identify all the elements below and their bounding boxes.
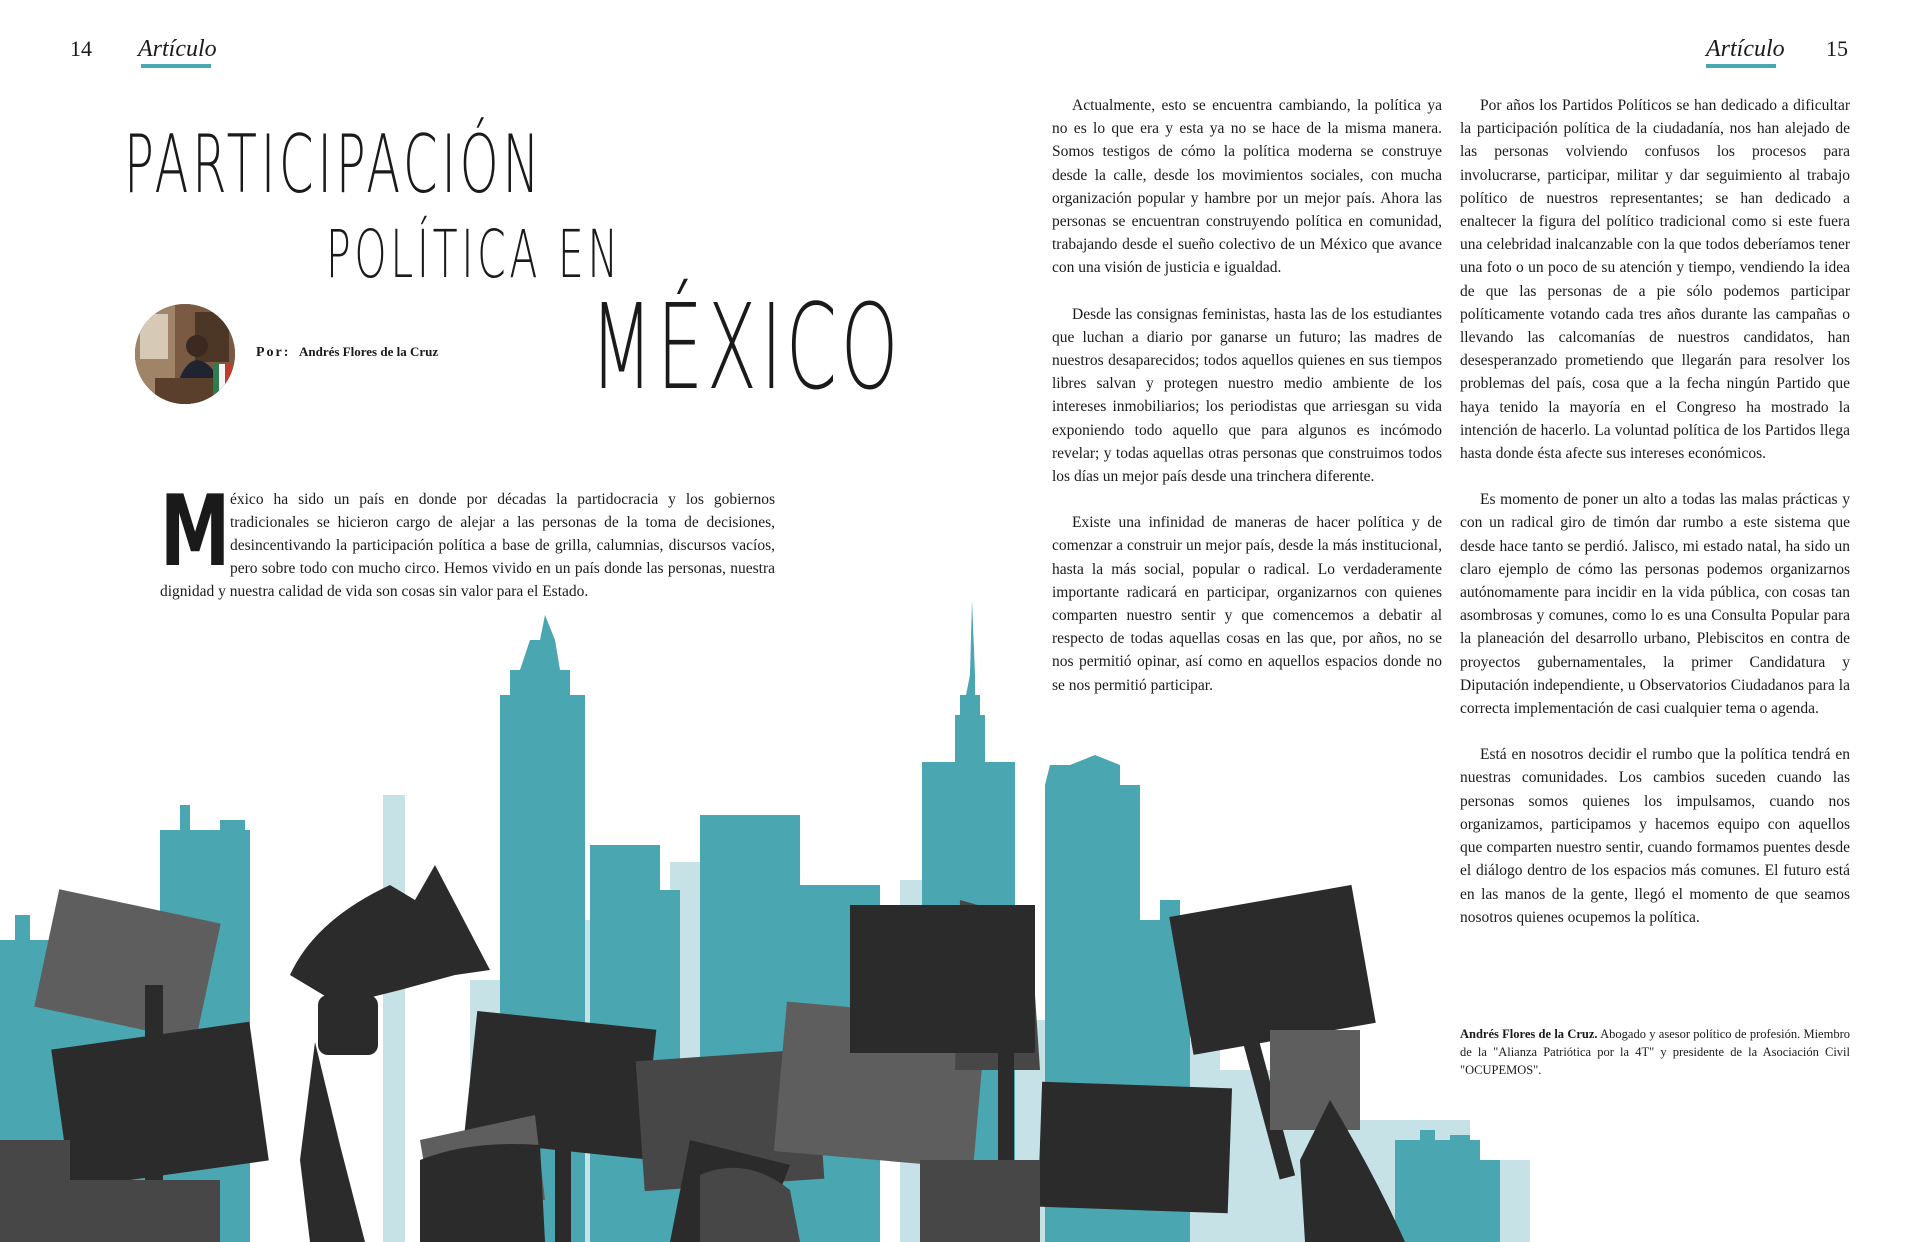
byline <box>256 344 438 361</box>
right-section-label: Artículo <box>1706 36 1785 62</box>
title-line-3: MÉXICO <box>590 278 903 416</box>
title-line-1: PARTICIPACIÓN <box>124 118 544 211</box>
intro-paragraph <box>160 475 775 603</box>
column1-paragraph-2: Desde las consignas feministas, hasta las de los estudiantes que luchan a diario por ganarse un futuro; las madres de nuestros desaparecidos; todos aquellos quienes en sus tiempos libres salvan y protegen nuestro medio ambiente de los intereses inmobiliarios; los periodistas que arriesgan su vida exponiendo todo aquello que para algunos es incómodo revelar; y todas aquellas otras personas que construimos todos los días un mejor país desde una trinchera diferente. <box>1052 305 1442 486</box>
byline-prefix: Por: <box>256 345 291 360</box>
intro-text: éxico ha sido un país en donde por décadas la partidocracia y los gobiernos tradicionales se hicieron cargo de alejar a las personas de la toma de decisiones, desincentivando la participación política a base de grilla, calumnias, discursos vacíos, pero sobre todo con mucho circo. Hemos vivido en un país donde las personas, nuestra dignidad y nuestra calidad de vida son cosas sin valor para el Estado. <box>160 491 775 600</box>
drop-cap: M <box>160 475 231 589</box>
byline-author: Andrés Flores de la Cruz <box>298 344 439 359</box>
left-section-rule <box>141 64 211 68</box>
bio-name: Andrés Flores de la Cruz. <box>1460 1027 1598 1041</box>
author-avatar <box>135 304 235 404</box>
right-page-number: 15 <box>1826 36 1848 61</box>
column2-paragraph-1: Por años los Partidos Políticos se han dedicado a dificultar la participación política de la ciudadanía, nos han alejado de las personas volviendo confusos los procesos para involucrarse, participar, militar y dar seguimiento al trabajo político de nuestros representantes; se han dedicado a enaltecer la figura del político tradicional como si este fuera una celebridad inalcanzable con la que todos deberíamos tener una foto o un poco de su atención y tiempo, vendiendo la idea de que las personas de a pie sólo podemos participar políticamente votando cada tres años durante las campañas o llevando las calcomanías de nuestros candidatos, han desesperanzado prometiendo que llegarán para resolver los problemas del país, cosa que a la fecha ningún Partido que haya tenido la mayoría en el Congreso ha mostrado la intención de hacerlo. La voluntad política de los Partidos llega hasta donde ésta afecte sus intereses económicos. <box>1460 97 1850 463</box>
column2-paragraph-3: Está en nosotros decidir el rumbo que la política tendrá en nuestras comunidades. Los cambios suceden cuando las personas somos quienes los impulsamos, cuando nos organizamos, participamos y hacemos equipo con aquellos que comparten nuestro sentir, cuando formamos puentes desde el diálogo dentro de los espacios más comunes. El futuro está en las manos de la gente, llegó el momento de que seamos nosotros quienes ocupemos la política. <box>1460 746 1850 926</box>
right-section-rule <box>1706 64 1776 68</box>
left-page-number: 14 <box>70 36 92 61</box>
column2-paragraph-2: Es momento de poner un alto a todas las malas prácticas y con un radical giro de timón dar rumbo a este sistema que desde hace tanto se perdió. Jalisco, mi estado natal, ha sido un claro ejemplo de cómo las personas podemos organizarnos autónomamente para incidir en la vida pública, con cosas tan asombrosas y comunes, como lo es una Consulta Popular para la planeación del desarrollo urbano, Plebiscitos en contra de proyectos gubernamentales, la primer Candidatura y Diputación independiente, u Observatorios Ciudadanos para la correcta implementación de casi cualquier tema o agenda. <box>1460 491 1850 718</box>
title-line-2: POLÍTICA EN <box>326 216 622 293</box>
protest-skyline-illustration <box>0 600 1920 1242</box>
left-section-label: Artículo <box>138 36 217 62</box>
column1-paragraph-1: Actualmente, esto se encuentra cambiando, la política ya no es lo que era y esta ya no se hace de la misma manera. Somos testigos de cómo la política moderna se construye desde la calle, desde los movimientos sociales, con mucha organización popular y hambre por un mejor país. Ahora las personas se encuentran construyendo política en comunidad, trabajando desde el sueño colectivo de un México que avance con una visión de justicia e igualdad. <box>1052 97 1442 277</box>
column1-paragraph-3: Existe una infinidad de maneras de hacer política y de comenzar a construir un mejor país, desde la más institucional, hasta la más social, popular o radical. Lo verdaderamente importante radicará en participar, organizarnos con quienes comparten nuestro sentir y que comencemos a debatir al respecto de todas aquellas cosas en las que, por años, no se nos permitió opinar, así como en aquellos espacios donde no se nos permitió participar. <box>1052 514 1442 694</box>
bio-text: Abogado y asesor político de profesión. Miembro de la "Alianza Patriótica por la 4T" y presidente de la Asociación Civil "OCUPEMOS". <box>1460 1027 1850 1077</box>
